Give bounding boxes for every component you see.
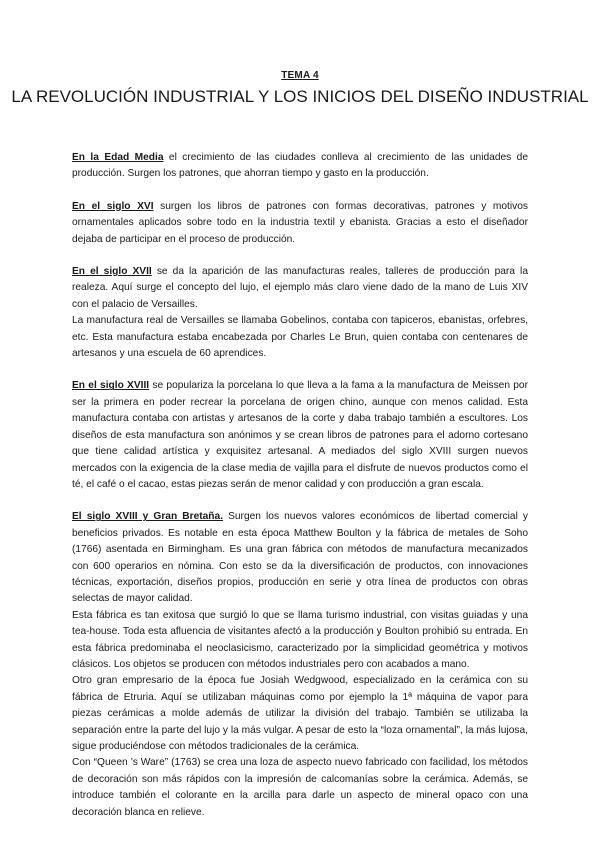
section-text: se da la aparición de las manufacturas reales, talleres de producción para la realeza. Aquí surge el concepto del lujo, el ejemplo más claro viene dado de la mano de Luis XIV con el palacio de Versailles. [72, 266, 528, 310]
paragraph-siglo-xviii [72, 378, 528, 493]
document-body [72, 150, 528, 821]
section-text: surgen los libros de patrones con formas decorativas, patrones y motivos ornamentales aplicados sobre todo en la industria textil y ebanista. Gracias a esto el diseñador dejaba de participar en el proceso de producción. [72, 200, 528, 245]
page-title: LA REVOLUCIÓN INDUSTRIAL Y LOS INICIOS DEL DISEÑO INDUSTRIAL [11, 87, 589, 106]
section-text: Surgen los nuevos valores económicos de libertad comercial y beneficios privados. Es notable en esta época Matthew Boulton y la fábrica de metales de Soho (1766) asentada en Birmingham. Es una gran fábrica con métodos de manufactura mecanizados con 600 operarios en nómina. Con esto se da la diversificación de productos, con innovaciones técnicas, exportación, diseños propios, producción en serie y otra línea de productos con obras selectas de mayor calidad. [72, 511, 528, 605]
paragraph-queens-ware: Con “Queen ’s Ware” (1763) se crea una loza de aspecto nuevo fabricado con facilidad, los métodos de decoración son más rápidos con la impresión de calcomanías sobre la cerámica. Además, se introduce también el colorante en la arcilla para darle un aspecto de mineral opaco con una decoración blanca en relieve. [72, 757, 528, 818]
section-lead: El siglo XVIII y Gran Bretaña. [72, 511, 224, 523]
section-lead: En el siglo XVI [72, 200, 154, 212]
section-lead: En el siglo XVII [72, 266, 152, 278]
paragraph-gobelinos: La manufactura real de Versailles se llamaba Gobelinos, contaba con tapiceros, ebanistas, orfebres, etc. Esta manufactura estaba encabezada por Charles Le Brun, quien contaba con centenares de artesanos y una escuela de 60 aprendices. [72, 315, 528, 360]
section-text: el crecimiento de las ciudades conlleva al crecimiento de las unidades de producción. Surgen los patrones, que ahorran tiempo y gasto en la producción. [72, 152, 528, 180]
section-lead: En el siglo XVIII [72, 380, 150, 392]
paragraph-siglo-xvii [72, 264, 528, 313]
paragraph-edad-media [72, 150, 528, 183]
paragraph-siglo-xvi [72, 199, 528, 248]
paragraph-turismo-industrial: Esta fábrica es tan exitosa que surgió lo que se llama turismo industrial, con visitas guiadas y una tea-house. Toda esta afluencia de visitantes afectó a la producción y Boulton prohibió su entrada. En esta fábrica predominaba el neoclasicismo, caracterizado por la simplicidad geométrica y motivos clásicos. Los objetos se producen con métodos industriales pero con acabados a mano. [72, 609, 528, 670]
heading-block [0, 70, 600, 108]
section-text: se populariza la porcelana lo que lleva a la fama a la manufactura de Meissen por ser la primera en poder recrear la porcelana de origen chino, aunque con menos calidad. Esta manufactura contaba con artistas y artesanos de la corte y daba trabajo también a escultores. Los diseños de esta manufactura son anónimos y se crean libros de patrones para el adorno cortesano que tiene calidad artística y exquisitez artesanal. A mediados del siglo XVIII surgen nuevos mercados con la exigencia de la clase media de vajilla para el disfrute de nuevos productos como el té, el café o el cacao, estas piezas serán de menor calidad y con producción a gran escala. [72, 380, 528, 490]
paragraph-gran-bretana [72, 509, 528, 607]
section-lead: En la Edad Media [72, 152, 164, 163]
chapter-label: TEMA 4 [281, 70, 319, 81]
paragraph-wedgwood: Otro gran empresario de la época fue Josiah Wedgwood, especializado en la cerámica con su fábrica de Etruria. Aquí se utilizaban máquinas como por ejemplo la 1ª máquina de vapor para piezas cerámicas a molde además de utilizar la división del trabajo. También se utilizaba la separación entre la parte del lujo y la más vulgar. A pesar de esto la “loza ornamental”, la más lujosa, sigue produciéndose con métodos tradicionales de la cerámica. [72, 675, 528, 752]
